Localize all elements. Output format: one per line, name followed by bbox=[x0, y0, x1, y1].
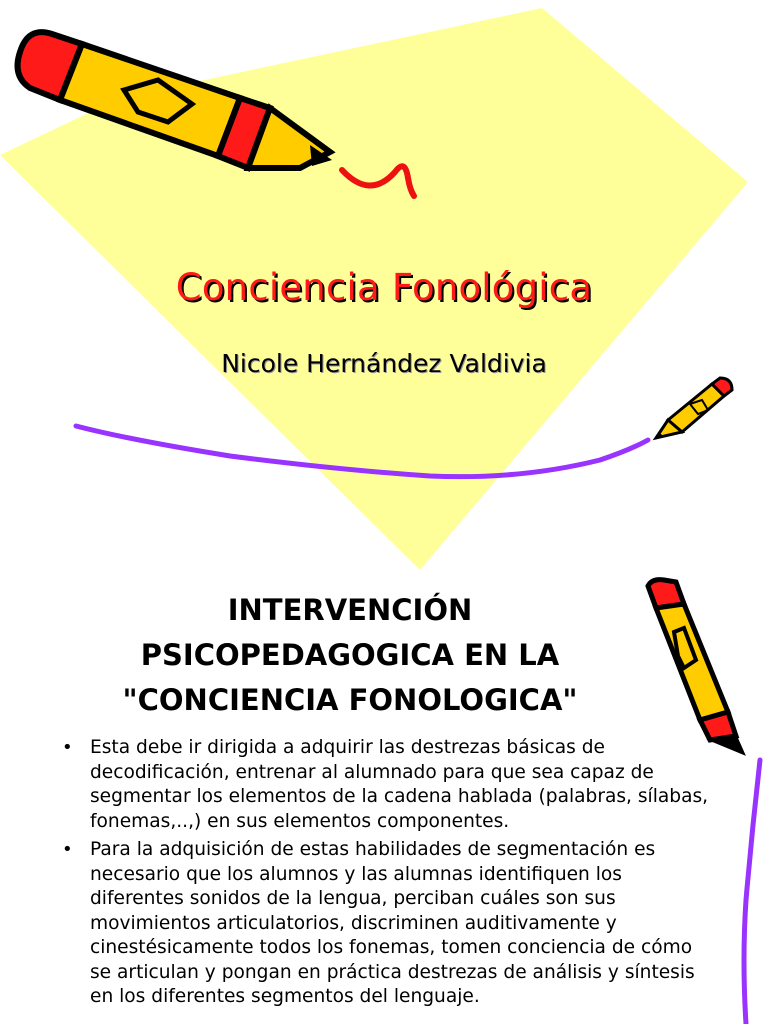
small-pencil-icon bbox=[656, 378, 732, 438]
slide-subtitle: Nicole Hernández Valdivia bbox=[221, 349, 547, 378]
heading-line-2: PSICOPEDAGOGICA EN LA bbox=[140, 638, 560, 672]
bullet-item-1: • Esta debe ir dirigida a adquirir las destrezas básicas de decodificación, entrenar al alumnado para que sea capaz de segmentar los elementos de la cadena hablada (palabras, sílabas, fonemas,..,) en sus elementos componentes. bbox=[62, 736, 712, 834]
purple-line-icon-right bbox=[744, 760, 760, 1024]
slide-title: Conciencia Fonológica bbox=[175, 266, 593, 309]
content-heading bbox=[40, 588, 660, 723]
bullet-list bbox=[62, 736, 712, 1014]
heading-line-3: "CONCIENCIA FONOLOGICA" bbox=[122, 683, 578, 717]
content-slide bbox=[0, 570, 768, 1024]
vertical-pencil-icon bbox=[648, 580, 744, 754]
bullet-item-2: • Para la adquisición de estas habilidades de segmentación es necesario que los alumnos y las alumnas identifiquen los diferentes sonidos de la lengua, perciban cuáles son sus movimientos articulatorios, discriminen auditivamente y cinestésicamente todos los fonemas, tomen conciencia de cómo se articulan y pongan en práctica destrezas de análisis y síntesis en los diferentes segmentos del lenguaje. bbox=[62, 838, 712, 1010]
heading-line-1: INTERVENCIÓN bbox=[227, 593, 473, 627]
